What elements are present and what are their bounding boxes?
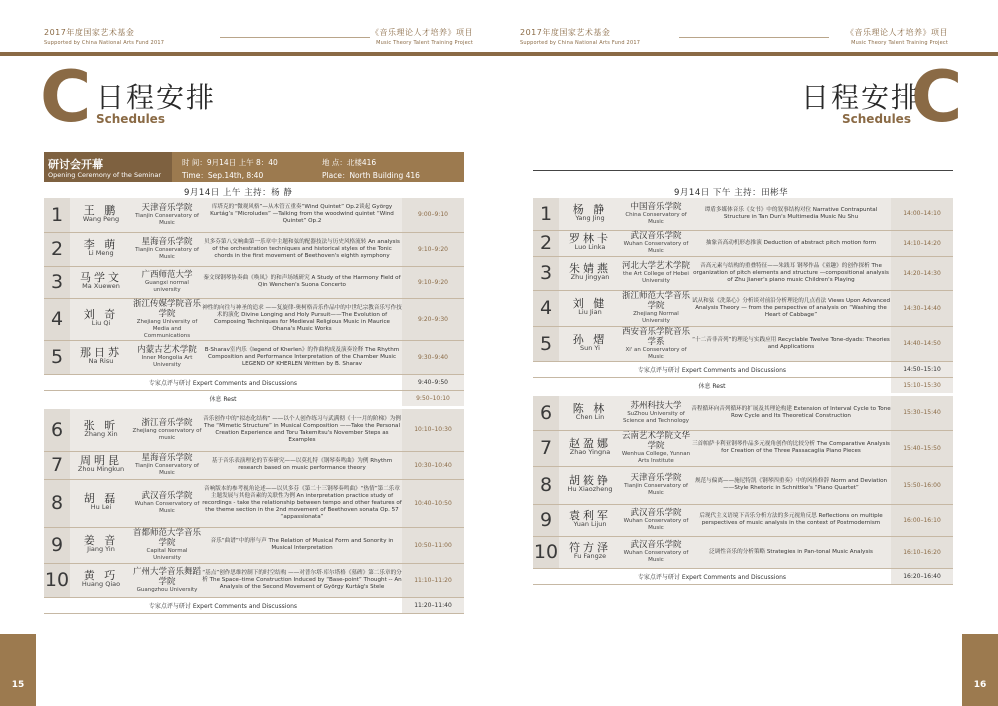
speaker-name-en: Jiang Yin — [87, 545, 115, 553]
speaker-name — [70, 266, 132, 298]
speaker-affiliation-cn: 浙江师范大学音乐学院 — [621, 291, 690, 311]
speaker-affiliation-en: Capital Normal University — [146, 548, 188, 561]
speaker-name-cn: 李 萌 — [83, 238, 119, 251]
speaker-affiliation — [621, 326, 691, 361]
talk-number: 3 — [533, 256, 559, 290]
speaker-name-en: Li Meng — [88, 249, 114, 257]
speaker-name-cn: 张 昕 — [83, 418, 119, 432]
talk-number: 8 — [533, 466, 559, 504]
talk-time: 9:00–9:10 — [402, 198, 464, 232]
speaker-affiliation-en: Wuhan Conservatory of Music — [134, 501, 200, 514]
speaker-affiliation-cn: 武汉音乐学院 — [630, 508, 682, 518]
speaker-name-en: Liu Qi — [91, 319, 111, 327]
banner-title-cn: 研讨会开幕 — [48, 158, 103, 171]
talk-topic: 音乐“曲谱”中的形与声 The Relation of Musical Form and Sonority in Musical Interpretation — [202, 527, 402, 563]
schedule-row — [44, 232, 464, 266]
speaker-affiliation — [621, 430, 691, 466]
talk-number: 4 — [533, 290, 559, 326]
speaker-affiliation — [621, 198, 691, 230]
speaker-affiliation-cn: 广州大学音乐舞蹈学院 — [132, 566, 201, 587]
opening-banner — [44, 152, 464, 182]
speaker-name-en: Na Risu — [88, 357, 114, 365]
speaker-name-cn: 罗林卡 — [569, 232, 611, 245]
fund-cn: 2017年度国家艺术基金 — [44, 28, 135, 37]
section-title-en: Schedules — [96, 112, 165, 126]
talk-topic: 秦文琛钢琴协奏曲《唤凤》的和声场域研究 A Study of the Harmony Field of Qin Wenchen's Suona Concerto — [202, 266, 402, 298]
talk-topic: 贝多芬第八交响曲第一乐章中主题和弦的配器技法与历史风格流转 An analysis of the orchestration techniques and historical styles of the Tonic chords in the first movement of Beethoven's eighth symphony — [202, 232, 402, 266]
speaker-name-en: Liu Jian — [578, 308, 602, 316]
speaker-name — [559, 466, 621, 504]
speaker-name-en: Ma Xuewen — [82, 282, 120, 290]
schedule-row — [533, 394, 953, 430]
speaker-affiliation-cn: 西安音乐学院音乐学系 — [621, 326, 690, 347]
speaker-affiliation-en: Wenhua College, Yunnan Arts Institute — [621, 451, 691, 464]
project-en: Music Theory Talent Training Project — [851, 40, 948, 46]
speaker-name-cn: 胡筱铮 — [569, 474, 611, 487]
speaker-name-cn: 周明昆 — [80, 454, 122, 467]
page-number: 15 — [11, 680, 25, 690]
talk-number: 7 — [44, 451, 70, 479]
speaker-name — [559, 198, 621, 230]
comment1-label: 专家点评与研讨 Expert Comments and Discussions — [533, 361, 891, 377]
speaker-affiliation — [132, 340, 202, 374]
banner-time-cn: 时 间：9月14日 上午 8：40 — [182, 158, 278, 167]
page-number-tab — [962, 634, 998, 706]
speaker-affiliation-cn: 星海音乐学院 — [141, 237, 193, 247]
speaker-affiliation — [621, 394, 691, 430]
schedule-row — [44, 527, 464, 563]
schedule-row — [44, 340, 464, 374]
comment2-time: 11:20–11:40 — [402, 597, 464, 613]
talk-topic: 音高元素与结构的重叠特征——朱践耳 钢琴作品《童趣》的创作探析 The organization of pitch elements and structure —compositional analysis of Zhu Jianer's piano music Children's Playing — [691, 256, 891, 290]
speaker-affiliation-en: Wuhan Conservatory of Music — [623, 550, 689, 563]
banner-time-en: Time：Sep.14th, 8:40 — [182, 171, 264, 180]
talk-time: 10:30–10:40 — [402, 451, 464, 479]
talk-time: 14:10–14:20 — [891, 230, 953, 256]
schedule-row — [44, 198, 464, 232]
speaker-affiliation-cn: 武汉音乐学院 — [630, 231, 682, 241]
speaker-affiliation-en: Guangzhou University — [136, 586, 198, 593]
speaker-name-cn: 刘 健 — [572, 297, 608, 310]
talk-number: 9 — [533, 504, 559, 536]
talk-time: 14:00–14:10 — [891, 198, 953, 230]
talk-time: 9:10–9:20 — [402, 232, 464, 266]
speaker-affiliation-cn: 浙江传媒学院音乐学院 — [132, 298, 201, 319]
speaker-affiliation-en: Wuhan Conservatory of Music — [623, 241, 689, 254]
banner-place-en: Place：North Building 416 — [322, 171, 420, 180]
talk-topic: 规范与偏离——施尼特凯《钢琴四重奏》中的风格修辞 Norm and Deviation ——Style Rhetoric in Schnittke's “Piano Quartet” — [691, 466, 891, 504]
afternoon-session-host: 9月14日 下午 主持：田彬华 — [674, 188, 789, 198]
speaker-affiliation — [132, 407, 202, 451]
speaker-affiliation — [132, 451, 202, 479]
speaker-name — [559, 326, 621, 361]
talk-time: 14:40–14:50 — [891, 326, 953, 361]
talk-topic: “基点”创作思维控制下的时空结构 ——对普尔塔·库尔塔格《墓碑》第二乐章的分析 The Space–time Construction Induced by “Base-point” Thought -- An Analysis of the Second Movement of György Kurtág's Stele — [202, 563, 402, 597]
break-label: 休息 Rest — [533, 377, 891, 394]
speaker-affiliation-en: Zhejiang University of Media and Communications — [136, 318, 198, 339]
speaker-name-en: Sun Yi — [580, 343, 600, 352]
speaker-name — [70, 340, 132, 374]
talk-topic: 谭盾多媒体音乐《女书》中的叙事结构对位 Narrative Contrapuntal Structure in Tan Dun's Multimedia Music Nu Shu — [691, 198, 891, 230]
speaker-affiliation-cn: 武汉音乐学院 — [630, 540, 682, 550]
talk-number: 5 — [44, 340, 70, 374]
speaker-affiliation — [132, 198, 202, 232]
talk-time: 9:10–9:20 — [402, 266, 464, 298]
speaker-affiliation-cn: 天津音乐学院 — [141, 202, 193, 213]
speaker-affiliation — [621, 466, 691, 504]
talk-topic: 神性的向往与神圣的追求 ——复旋律-奥柯格音乐作品中的中世纪宗教音乐写作技术的演化 Divine Longing and Holy Pursuit——The Evolution of Composing Techniques for Medieval Religious Music in Maurice Ohana's Music Works — [202, 298, 402, 340]
speaker-name — [559, 536, 621, 568]
schedule-row — [44, 479, 464, 527]
header-rule — [679, 37, 829, 38]
talk-number: 10 — [44, 563, 70, 597]
speaker-name — [70, 451, 132, 479]
speaker-affiliation-cn: 苏州科技大学 — [630, 400, 682, 411]
schedule-row — [44, 563, 464, 597]
talk-topic: “十二音非音列”的理论与实践应用 Recyclable Twelve Tone-dyads: Theories and Applications — [691, 326, 891, 361]
talk-number: 2 — [44, 232, 70, 266]
break-time: 9:50–10:10 — [402, 390, 464, 407]
schedule-row — [44, 266, 464, 298]
speaker-name — [70, 527, 132, 563]
talk-time: 16:10–16:20 — [891, 536, 953, 568]
speaker-name-cn: 赵盈娜 — [569, 437, 611, 450]
speaker-affiliation — [621, 230, 691, 256]
speaker-name-cn: 杨 静 — [572, 202, 608, 216]
speaker-name — [70, 407, 132, 451]
speaker-name — [559, 256, 621, 290]
speaker-affiliation-en: Tianjin Conservatory of Music — [135, 247, 199, 260]
speaker-affiliation — [621, 536, 691, 568]
break-time: 15:10–15:30 — [891, 377, 953, 394]
speaker-name-en: Zhu Jingyan — [570, 273, 610, 281]
speaker-name — [70, 298, 132, 340]
speaker-name-en: Fu Fangze — [573, 552, 607, 560]
schedule-row — [533, 430, 953, 466]
speaker-name-cn: 胡 磊 — [83, 492, 119, 505]
schedule-row — [533, 290, 953, 326]
speaker-name — [559, 430, 621, 466]
talk-number: 8 — [44, 479, 70, 527]
banner-title-en: Opening Ceremony of the Seminar — [48, 171, 161, 179]
speaker-affiliation-en: SuZhou University of Science and Technology — [623, 410, 689, 424]
comment1-label: 专家点评与研讨 Expert Comments and Discussions — [44, 374, 402, 390]
morning-schedule-table — [44, 198, 464, 614]
speaker-affiliation-en: Inner Mongolia Art University — [141, 355, 193, 368]
speaker-name-cn: 朱婧燕 — [569, 262, 611, 275]
comment2-time: 16:20–16:40 — [891, 568, 953, 584]
fund-en: Supported by China National Arts Fund 2017 — [520, 40, 641, 46]
talk-number: 4 — [44, 298, 70, 340]
speaker-affiliation-en: the Art College of Hebei University — [623, 271, 689, 284]
speaker-affiliation — [621, 504, 691, 536]
speaker-affiliation — [132, 479, 202, 527]
project-cn: 《音乐理论人才培养》项目 — [846, 28, 948, 37]
talk-topic: 音响版本的参考视角论述——以贝多芬《第二十三钢琴奏鸣曲》“热情”第二乐章主题发展与其他音素的关联性为例 An interpretation practice study of recordings - take the relationship between tempo and other features of the theme section in the 2nd movement of Beethoven sonata Op. 57 “appassionata” — [202, 479, 402, 527]
speaker-name-cn: 袁利军 — [569, 509, 611, 522]
talk-time: 9:20–9:30 — [402, 298, 464, 340]
talk-time: 15:30–15:40 — [891, 394, 953, 430]
speaker-name-cn: 马学文 — [80, 271, 122, 284]
schedule-row — [533, 326, 953, 361]
talk-number: 6 — [44, 407, 70, 451]
project-cn: 《音乐理论人才培养》项目 — [371, 28, 473, 37]
comment1-time: 9:40–9:50 — [402, 374, 464, 390]
talk-time: 15:40–15:50 — [891, 430, 953, 466]
page-number: 16 — [973, 680, 987, 690]
talk-topic: 基于音乐表演理论的节奏研究——以莫扎特《钢琴奏鸣曲》为例 Rhythm research based on music performance theory — [202, 451, 402, 479]
talk-number: 2 — [533, 230, 559, 256]
talk-number: 1 — [533, 198, 559, 230]
schedule-row — [44, 451, 464, 479]
speaker-name-en: Wang Peng — [82, 214, 120, 223]
speaker-name — [70, 563, 132, 597]
speaker-affiliation — [621, 290, 691, 326]
talk-time: 10:50–11:00 — [402, 527, 464, 563]
speaker-name-cn: 刘 奇 — [83, 308, 119, 321]
speaker-affiliation — [132, 527, 202, 563]
speaker-name-cn: 黄 巧 — [83, 569, 119, 582]
schedule-row — [533, 198, 953, 230]
talk-topic: 音乐创作中的“拟态化结构” ——以个人创作练习与武满彻《十一月的阶梯》为例 The “Mimetic Structure” in Musical Composition ——Take the Personal Creation Experience and Toru Takemitsu's November Steps as Examples — [202, 407, 402, 451]
schedule-row — [533, 256, 953, 290]
section-title-cn: 日程安排 — [801, 81, 922, 114]
speaker-name-cn: 王 鹏 — [83, 203, 119, 217]
talk-number: 1 — [44, 198, 70, 232]
speaker-affiliation-cn: 内蒙古艺术学院 — [137, 345, 197, 355]
speaker-affiliation — [132, 266, 202, 298]
talk-topic: 泛调性音乐的分析策略 Strategies in Pan-tonal Music Analysis — [691, 536, 891, 568]
right-page — [499, 0, 998, 706]
talk-time: 9:30–9:40 — [402, 340, 464, 374]
speaker-affiliation-en: Tianjin Conservatory of Music — [135, 212, 199, 226]
speaker-name-en: Hu Xiaozheng — [567, 485, 613, 493]
speaker-name — [559, 394, 621, 430]
talk-time: 14:30–14:40 — [891, 290, 953, 326]
banner-place-cn: 地 点：北楼416 — [322, 158, 377, 167]
comment1-row — [533, 361, 953, 377]
talk-time: 11:10–11:20 — [402, 563, 464, 597]
comment2-label: 专家点评与研讨 Expert Comments and Discussions — [44, 597, 402, 613]
talk-topic: 抽象音高动机形态推演 Deduction of abstract pitch motion form — [691, 230, 891, 256]
speaker-affiliation-en: Wuhan Conservatory of Music — [623, 518, 689, 531]
speaker-affiliation-cn: 广西师范大学 — [141, 270, 193, 280]
project-header — [371, 28, 473, 48]
talk-time: 10:40–10:50 — [402, 479, 464, 527]
speaker-name-en: Hu Lei — [90, 503, 112, 511]
schedule-row — [533, 536, 953, 568]
speaker-name — [70, 479, 132, 527]
schedule-row — [533, 504, 953, 536]
section-title-en: Schedules — [842, 112, 911, 126]
talk-time: 15:50–16:00 — [891, 466, 953, 504]
speaker-affiliation — [132, 232, 202, 266]
speaker-name-en: Zhao Yingna — [569, 448, 611, 456]
speaker-name-cn: 姜 音 — [83, 534, 119, 547]
speaker-affiliation-cn: 云南艺术学院文华学院 — [621, 431, 690, 451]
project-en: Music Theory Talent Training Project — [376, 40, 473, 46]
speaker-affiliation-en: Xi' an Conservatory of Music — [625, 346, 687, 360]
break-label: 休息 Rest — [44, 390, 402, 407]
schedule-row — [44, 407, 464, 451]
talk-topic: 音程循环向音列循环的扩展及其理论构建 Extension of Interval Cycle to Tone Row Cycle and Its Theoretical Construction — [691, 394, 891, 430]
fund-en: Supported by China National Arts Fund 2017 — [44, 40, 165, 46]
talk-topic: 库塔克的“微观风格”—从木管五重奏“Wind Quintet” Op.2谈起 György Kurtág’s “Microludes” —Talking from the woodwind quintet “Wind Quintet” Op.2 — [202, 198, 402, 232]
section-title-cn: 日程安排 — [96, 81, 217, 114]
speaker-affiliation — [132, 298, 202, 340]
speaker-name-en: Yang Jing — [575, 213, 605, 222]
morning-session-host: 9月14日 上午 主持：杨 静 — [184, 188, 293, 198]
fund-cn: 2017年度国家艺术基金 — [520, 28, 611, 37]
talk-topic: 试从和弦《洗菜心》分析谈对前沿分析理论的几点看法 Views Upon Advanced Analysis Theory — from the perspective of analysis on “Washing the Heart of Cabbage” — [691, 290, 891, 326]
speaker-affiliation-cn: 浙江音乐学院 — [141, 417, 193, 428]
speaker-affiliation-cn: 中国音乐学院 — [630, 201, 682, 212]
speaker-affiliation-en: Guangxi normal university — [145, 280, 189, 293]
speaker-name-en: Yuan Lijun — [573, 520, 607, 528]
comment1-row — [44, 374, 464, 390]
talk-number: 3 — [44, 266, 70, 298]
afternoon-schedule-table — [533, 198, 953, 585]
speaker-affiliation-en: Zhejiang Normal University — [633, 311, 679, 324]
speaker-affiliation-cn: 河北大学艺术学院 — [621, 261, 690, 271]
schedule-row — [533, 230, 953, 256]
speaker-affiliation — [132, 563, 202, 597]
section-letter: C — [40, 56, 92, 138]
talk-number: 10 — [533, 536, 559, 568]
speaker-name-cn: 那日苏 — [80, 346, 122, 359]
talk-number: 9 — [44, 527, 70, 563]
comment2-row — [533, 568, 953, 584]
speaker-name-en: Zhang Xin — [84, 429, 118, 438]
talk-topic: 三首帕萨卡利亚钢琴作品多元视角创作的比较分析 The Comparative Analysis for Creation of the Three Passacaglia Piano Pieces — [691, 430, 891, 466]
schedule-row — [533, 466, 953, 504]
talk-number: 6 — [533, 394, 559, 430]
session-rule — [533, 170, 953, 171]
comment2-label: 专家点评与研讨 Expert Comments and Discussions — [533, 568, 891, 584]
break-row — [533, 377, 953, 394]
fund-header — [520, 28, 640, 48]
talk-number: 7 — [533, 430, 559, 466]
schedule-row — [44, 298, 464, 340]
speaker-name-cn: 孙 熠 — [572, 332, 608, 346]
speaker-affiliation-cn: 武汉音乐学院 — [141, 491, 193, 501]
comment2-row — [44, 597, 464, 613]
speaker-affiliation-en: China Conservatory of Music — [625, 211, 687, 225]
fund-header — [44, 28, 164, 48]
speaker-name — [70, 232, 132, 266]
speaker-affiliation-en: Tianjin Conservatory of Music — [624, 483, 688, 496]
header-rule — [220, 37, 370, 38]
talk-time: 10:10–10:30 — [402, 407, 464, 451]
speaker-affiliation-en: Tianjin Conservatory of Music — [135, 463, 199, 476]
speaker-affiliation-cn: 首都师范大学音乐学院 — [132, 528, 201, 548]
speaker-name-cn: 陈 林 — [572, 401, 608, 415]
speaker-affiliation-cn: 星海音乐学院 — [141, 453, 193, 463]
talk-time: 14:20–14:30 — [891, 256, 953, 290]
talk-time: 16:00–16:10 — [891, 504, 953, 536]
speaker-affiliation-cn: 天津音乐学院 — [630, 473, 682, 483]
speaker-affiliation-en: Zhejiang conservatory of music — [132, 427, 202, 441]
banner-title-block — [44, 152, 172, 182]
speaker-name-en: Chen Lin — [575, 412, 605, 421]
talk-number: 5 — [533, 326, 559, 361]
speaker-name — [559, 504, 621, 536]
comment1-time: 14:50–15:10 — [891, 361, 953, 377]
speaker-affiliation — [621, 256, 691, 290]
section-letter: C — [911, 56, 963, 138]
speaker-name — [70, 198, 132, 232]
speaker-name — [559, 230, 621, 256]
speaker-name-en: Huang Qiao — [81, 580, 121, 588]
speaker-name-cn: 符方泽 — [569, 541, 611, 554]
project-header — [846, 28, 948, 48]
break-row — [44, 390, 464, 407]
speaker-name-en: Luo Linka — [574, 243, 606, 251]
speaker-name — [559, 290, 621, 326]
speaker-name-en: Zhou Mingkun — [77, 465, 125, 473]
talk-topic: 后现代主义语境下音乐分析方法的多元视角反思 Reflections on multiple perspectives of music analysis in the context of Postmodernism — [691, 504, 891, 536]
page-number-tab — [0, 634, 36, 706]
talk-topic: B·Sharav室内乐《legend of Kherlen》的作曲构成及演奏诠释 The Rhythm Composition and Performance Interpretation of the Chamber Music LEGEND OF KHERLEN Written by B. Sharav — [202, 340, 402, 374]
